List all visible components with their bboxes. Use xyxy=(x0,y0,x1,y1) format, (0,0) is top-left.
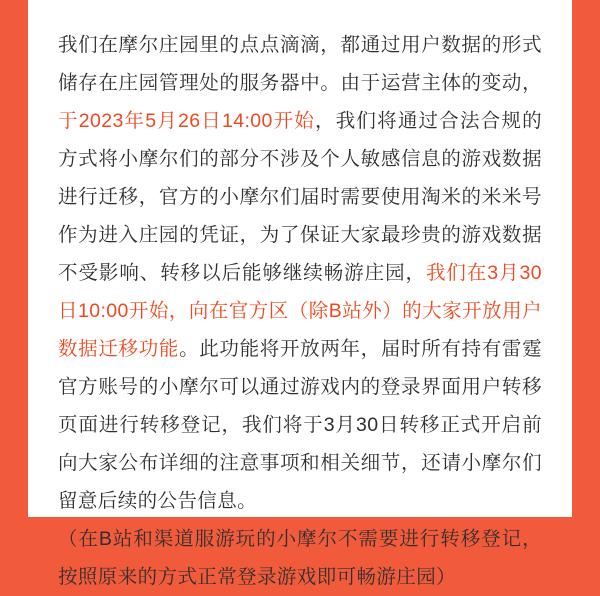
announcement-paragraph-2 xyxy=(58,520,542,596)
announcement-card xyxy=(28,0,572,588)
paragraph1-highlight-date-2: 我们在3月30日10:00开始，向在官方区（除B站外）的大家开放用户数据迁移功能 xyxy=(58,262,542,360)
paragraph1-segment-5: 。此功能将开放两年，届时所有持有雷霆官方账号的小摩尔可以通过游戏内的登录界面用户转移页面进行转移登记，我们将于3月30日转移正式开启前向大家公布详细的注意事项和相关细节，还请小摩尔们留意后续的公告信息。 xyxy=(58,338,543,512)
announcement-body xyxy=(58,26,542,596)
left-orange-stripe xyxy=(0,0,28,517)
paragraph2-segment-1: （在B站和渠道服游玩的小摩尔不需要进行转移登记，按照原来的方式正常登录游戏即可畅游庄园） xyxy=(58,528,542,588)
paragraph1-highlight-date-1: 于2023年5月26日14:00开始 xyxy=(58,110,315,132)
paragraph1-segment-1: 我们在摩尔庄园里的点点滴滴，都通过用户数据的形式储存在庄园管理处的服务器中。由于运营主体的变动， xyxy=(58,34,542,94)
right-orange-stripe xyxy=(572,0,600,517)
announcement-paragraph-1 xyxy=(58,26,542,520)
paragraph1-segment-3: ，我们将通过合法合规的方式将小摩尔们的部分不涉及个人敏感信息的游戏数据进行迁移，官方的小摩尔们届时需要使用淘米的米米号作为进入庄园的凭证，为了保证大家最珍贵的游戏数据不受影响、转移以后能够继续畅游庄园， xyxy=(58,110,542,284)
